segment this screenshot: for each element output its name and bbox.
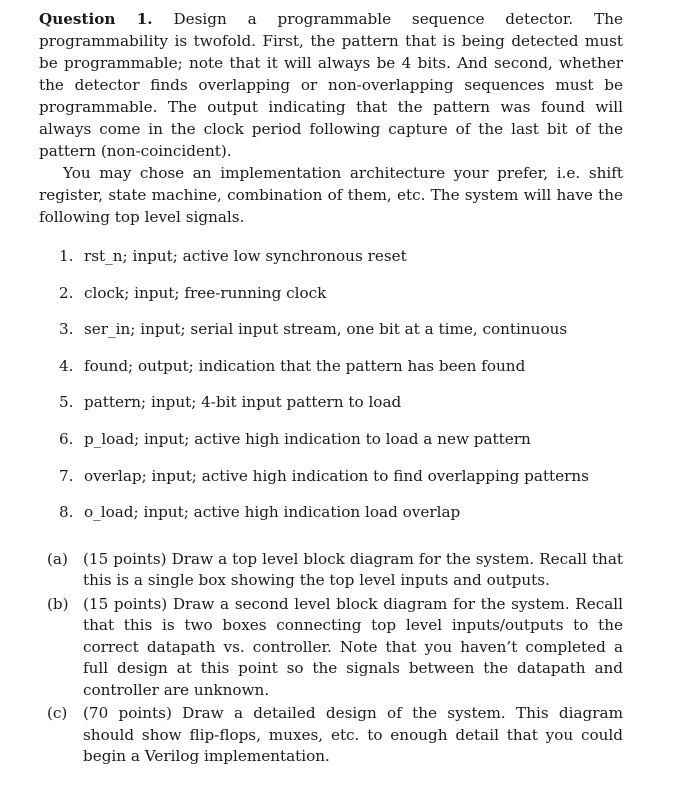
list-item	[39, 348, 623, 385]
list-item	[39, 238, 623, 275]
list-item-number: 6.	[59, 429, 74, 448]
list-item-text: found; output; indication that the pattern has been found	[84, 356, 526, 375]
task-part-text: (15 points) Draw a second level block diagram for the system. Recall that this is two boxes connecting top level inputs/outputs to the correct datapath vs. controller. Note that you haven’t completed a full design at this point so the signals between the datapath and controller are unknown.	[83, 594, 623, 699]
task-part-label: (b)	[47, 594, 69, 613]
list-item-text: pattern; input; 4-bit input pattern to load	[84, 393, 402, 412]
list-item	[39, 421, 623, 458]
list-item-text: ser_in; input; serial input stream, one bit at a time, continuous	[84, 320, 568, 339]
question-second-paragraph: You may chose an implementation architecture your prefer, i.e. shift register, state machine, combination of them, etc. The system will have the following top level signals.	[39, 164, 623, 226]
list-item-number: 4.	[59, 356, 74, 375]
list-item-number: 7.	[59, 466, 74, 485]
list-item-number: 1.	[59, 247, 74, 265]
question-intro	[39, 8, 623, 162]
list-item-number: 8.	[59, 503, 74, 522]
list-item	[39, 275, 623, 312]
task-part-a	[39, 549, 623, 592]
task-part-text: (15 points) Draw a top level block diagram for the system. Recall that this is a single box showing the top level inputs and outputs.	[83, 549, 623, 590]
task-part-c	[39, 703, 623, 768]
list-item-number: 2.	[59, 283, 74, 302]
list-item-text: clock; input; free-running clock	[84, 283, 327, 302]
list-item	[39, 311, 623, 348]
task-part-text: (70 points) Draw a detailed design of the system. This diagram should show flip-flops, muxes, etc. to enough detail that you could begin a Verilog implementation.	[83, 704, 623, 766]
list-item	[39, 384, 623, 421]
list-item-text: o_load; input; active high indication load overlap	[84, 503, 461, 522]
question-intro-text: Design a programmable sequence detector. The programmability is twofold. First, the pattern that is being detected must be programmable; note that it will always be 4 bits. And second, whether the detector finds overlapping or non-overlapping sequences must be programmable. The output indicating that the pattern was found will always come in the clock period following capture of the last bit of the pattern (non-coincident).	[39, 10, 623, 160]
list-item-number: 5.	[59, 393, 74, 412]
signal-list	[39, 238, 623, 531]
question-heading: Question 1.	[39, 10, 153, 28]
task-part-label: (a)	[47, 549, 68, 568]
list-item	[39, 458, 623, 495]
task-part-label: (c)	[47, 704, 68, 723]
task-parts-list	[39, 549, 623, 768]
list-item-text: overlap; input; active high indication to find overlapping patterns	[84, 466, 589, 485]
task-part-b	[39, 594, 623, 702]
list-item	[39, 494, 623, 531]
list-item-text: rst_n; input; active low synchronous reset	[84, 247, 407, 265]
list-item-number: 3.	[59, 320, 74, 339]
question-page	[39, 8, 623, 770]
list-item-text: p_load; input; active high indication to load a new pattern	[84, 429, 531, 448]
